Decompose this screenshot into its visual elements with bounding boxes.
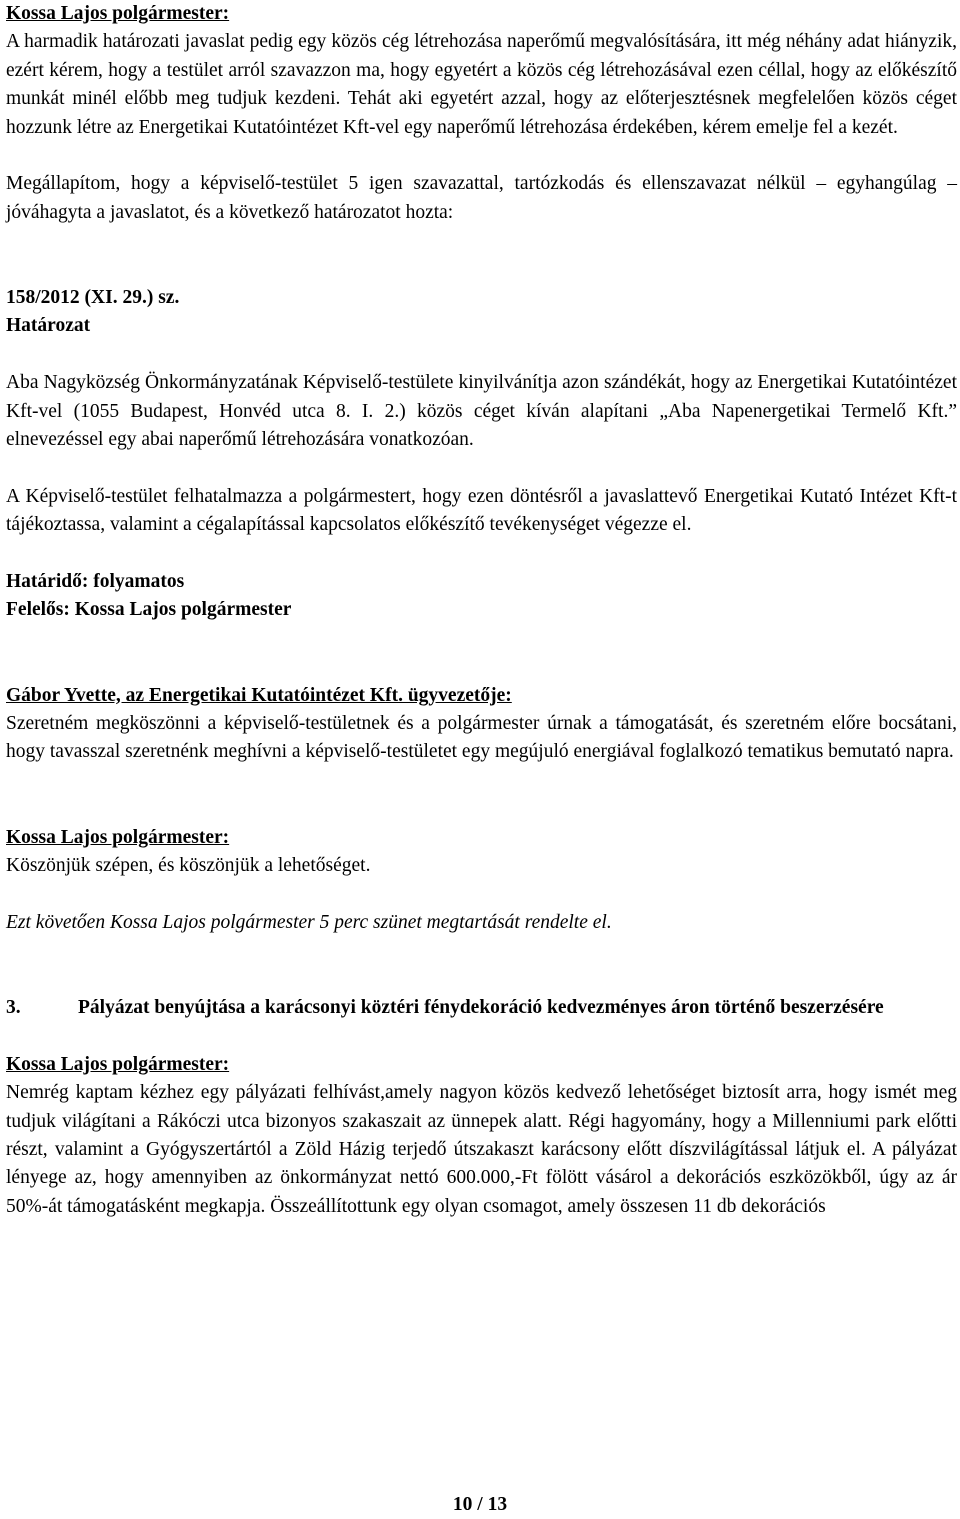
speech-paragraph: A harmadik határozati javaslat pedig egy közös cég létrehozása naperőmű megvalósítására, itt még néhány adat hiányzik, ezért kérem, hogy a testület arról szavazzon ma, hogy egyetért a közös cég létrehozásával ezen céllal, hogy az előkészítő munkát minél előbb meg tudjuk kezdeni. Tehát aki egyetért azzal, hogy az előterjesztésnek megfelelően közös céget hozzunk létre az Energetikai Kutatóintézet Kft-vel egy naperőmű létrehozása érdekében, kérem emelje fel a kezét. xyxy=(6,31,957,138)
speech-paragraph: Nemrég kaptam kézhez egy pályázati felhívást,amely nagyon közös kedvező lehetőséget biztosít arra, hogy ismét meg tudjuk világítani a Rákóczi utca bizonyos szakaszait az ünnepek alatt. Régi hagyomány, hogy a Millenniumi park előtti részt, valamint a Gyógyszertártól a Zöld Házig terjedő útszakaszt karácsony előtt díszvilágítással látjuk el. A pályázat lényege az, hogy amennyiben az önkormányzat nettó 600.000,-Ft fölött vásárol a dekorációs eszközökből, úgy az ár 50%-át támogatásként megkapja. Összeállítottunk egy olyan csomagot, amely összesen 11 db dekorációs xyxy=(6,1082,957,1217)
break-note: Ezt követően Kossa Lajos polgármester 5 perc szünet megtartását rendelte el. xyxy=(6,911,612,933)
resolution-number: 158/2012 (XI. 29.) sz. xyxy=(6,287,180,309)
resolution-title: Határozat xyxy=(6,315,91,337)
agenda-item-heading xyxy=(6,994,957,1022)
resolution-responsible: Felelős: Kossa Lajos polgármester xyxy=(6,599,292,621)
speech-paragraph: Szeretném megköszönni a képviselő-testületnek és a polgármester úrnak a támogatását, és szeretném előre bocsátani, hogy tavasszal szeretnénk meghívni a képviselő-testületet egy megújuló energiával foglalkozó tematikus bemutató napra. xyxy=(6,713,957,763)
resolution-paragraph: A Képviselő-testület felhatalmazza a polgármestert, hogy ezen döntésről a javaslattevő Energetikai Kutató Intézet Kft-t tájékoztassa, valamint a cégalapítással kapcsolatos előkészítő tevékenységet végezze el. xyxy=(6,485,957,536)
resolution-deadline: Határidő: folyamatos xyxy=(6,571,185,593)
vote-statement: Megállapítom, hogy a képviselő-testület 5 igen szavazattal, tartózkodás és ellenszavazat nélkül – egyhangúlag – jóváhagyta a javaslatot, és a következő határozatot hozta: xyxy=(6,173,957,223)
speaker-heading: Kossa Lajos polgármester: xyxy=(6,1053,230,1075)
agenda-item-number: 3. xyxy=(6,997,21,1019)
speaker-heading: Kossa Lajos polgármester: xyxy=(6,826,230,848)
resolution-paragraph: Aba Nagyközség Önkormányzatának Képviselő-testülete kinyilvánítja azon szándékát, hogy az Energetikai Kutatóintézet Kft-vel (1055 Budapest, Honvéd utca 8. I. 2.) közös céget kíván alapítani „Aba Napenergetikai Termelő Kft.” elnevezéssel egy abai naperőmű létrehozására vonatkozóan. xyxy=(6,372,957,451)
speech-paragraph: Köszönjük szépen, és köszönjük a lehetőséget. xyxy=(6,855,371,877)
speaker-heading: Kossa Lajos polgármester: xyxy=(6,3,230,24)
document-page xyxy=(6,0,957,1221)
page-number: 10 / 13 xyxy=(452,1494,508,1515)
agenda-item-title: Pályázat benyújtása a karácsonyi köztéri fénydekoráció kedvezményes áron történő beszerzésére xyxy=(78,997,884,1019)
speaker-heading: Gábor Yvette, az Energetikai Kutatóintézet Kft. ügyvezetője: xyxy=(6,684,512,706)
